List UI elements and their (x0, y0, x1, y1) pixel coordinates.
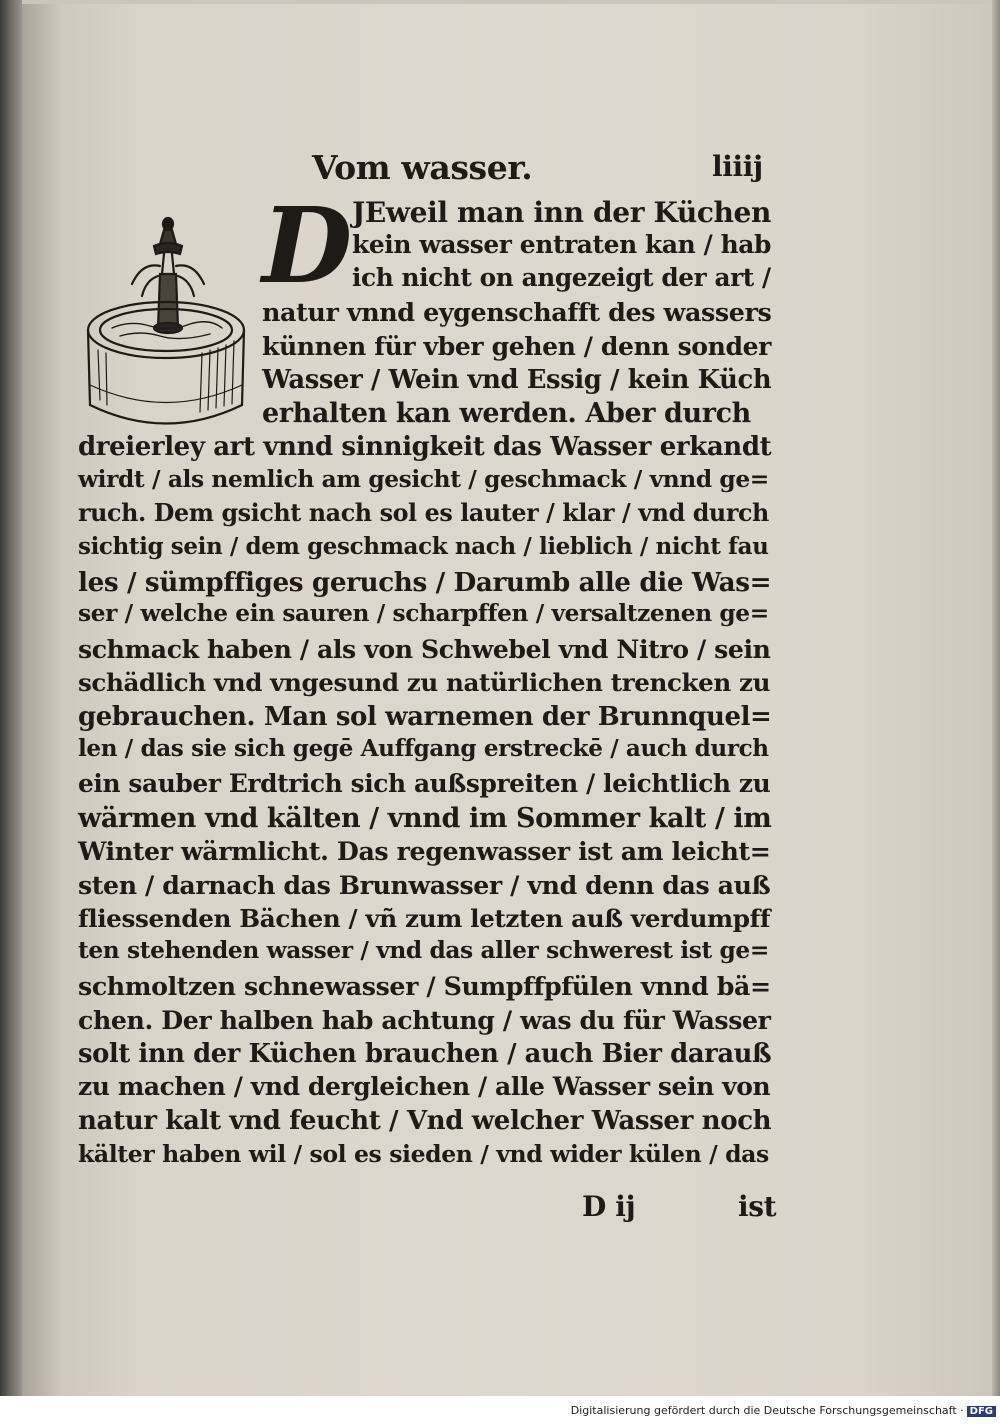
book-spine-shadow (0, 0, 22, 1396)
text-line: fliessenden Bächen / vñ zum letzten auß verdumpff (78, 904, 771, 933)
text-line: erhalten kan werden. Aber durch (262, 398, 751, 429)
text-line: solt inn der Küchen brauchen / auch Bier darauß (78, 1039, 772, 1069)
text-line: ein sauber Erdtrich sich außspreiten / leichtlich zu (78, 769, 771, 798)
text-line: JEweil man inn der Küchen (352, 196, 772, 229)
text-line: wärmen vnd kälten / vnnd im Sommer kalt / im (78, 803, 772, 834)
signature-mark: D ij (582, 1190, 636, 1223)
text-line: schädlich vnd vngesund zu natürlichen trencken zu (78, 668, 771, 697)
digitization-credit (571, 1404, 996, 1417)
text-line: dreierley art vnnd sinnigkeit das Wasser erkandt (78, 432, 772, 462)
running-head: Vom wasser. (312, 148, 533, 187)
text-line: schmack haben / als von Schwebel vnd Nitro / sein (78, 634, 771, 664)
page-edge (992, 0, 1000, 1396)
text-line: len / das sie sich gegē Auffgang erstreckē / auch durch (78, 735, 769, 762)
text-line: gebrauchen. Man sol warnemen der Brunnquel= (78, 702, 772, 732)
text-line: wirdt / als nemlich am gesicht / geschmack / vnnd ge= (78, 466, 769, 493)
text-line: kälter haben wil / sol es sieden / vnd wider külen / das (78, 1140, 769, 1168)
text-line: ser / welche ein sauren / scharpffen / versaltzenen ge= (78, 600, 769, 627)
text-line: kein wasser entraten kan / hab (352, 230, 772, 259)
credit-text: Digitalisierung gefördert durch die Deutsche Forschungsgemeinschaft · (570, 1404, 964, 1417)
text-line: ten stehenden wasser / vnd das aller schwerest ist ge= (78, 937, 769, 964)
text-line: Winter wärmlicht. Das regenwasser ist am leicht= (78, 836, 771, 866)
text-line: sten / darnach das Brunwasser / vnd denn das auß (78, 870, 771, 900)
text-line: les / sümpffiges geruchs / Darumb alle die Was= (78, 567, 772, 598)
text-line: ruch. Dem gsicht nach sol es lauter / klar / vnd durch (78, 499, 769, 527)
text-line: schmoltzen schnewasser / Sumpffpfülen vnnd bä= (78, 971, 771, 1001)
catchword: ist (738, 1190, 777, 1223)
text-line: sichtig sein / dem geschmack nach / lieblich / nicht fau (78, 533, 769, 560)
text-line: natur vnnd eygenschafft des wassers (262, 297, 772, 327)
text-line: Wasser / Wein vnd Essig / kein Küch (262, 365, 772, 395)
text-line: ich nicht on angezeigt der art / (352, 263, 771, 292)
text-line: zu machen / vnd dergleichen / alle Wasser sein von (78, 1072, 771, 1101)
text-line: künnen für vber gehen / denn sonder (262, 331, 771, 361)
dfg-logo: DFG (967, 1406, 996, 1417)
fountain-woodcut-icon (80, 210, 255, 435)
text-line: chen. Der halben hab achtung / was du für Wasser (78, 1005, 771, 1035)
folio-number: liiij (712, 150, 763, 183)
text-line: natur kalt vnd feucht / Vnd welcher Wasser noch (78, 1106, 772, 1136)
drop-cap-initial: D (262, 184, 353, 307)
